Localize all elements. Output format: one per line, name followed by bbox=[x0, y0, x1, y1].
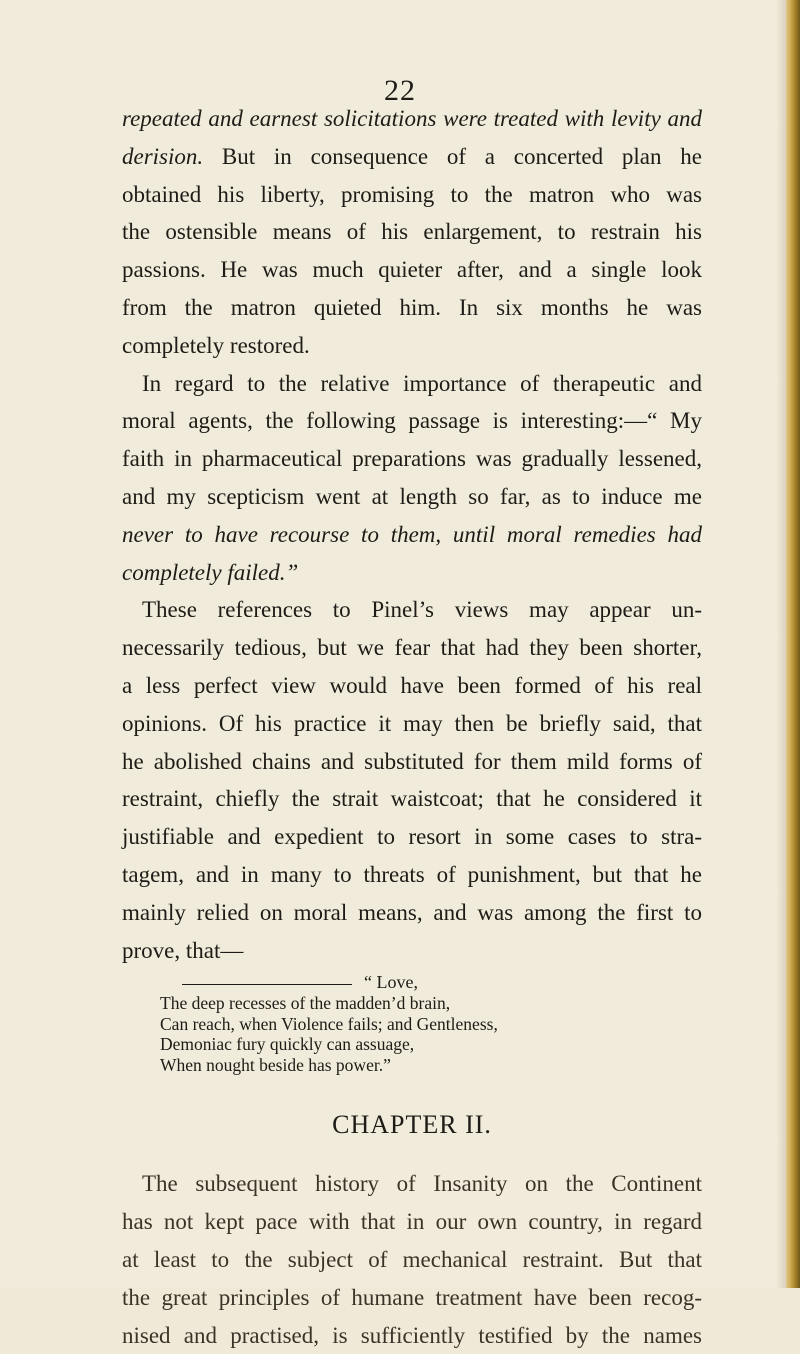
text-line: obtained his liberty, promising to the matron who was bbox=[122, 181, 702, 207]
text-line: moral agents, the following passage is interesting:—“ My bbox=[122, 408, 702, 434]
chapter-heading: CHAPTER II. bbox=[332, 1110, 492, 1140]
text-line: justifiable and expedient to resort in some cases to stra- bbox=[122, 824, 702, 850]
verse-line: Can reach, when Violence fails; and Gentleness, bbox=[160, 1013, 498, 1034]
text-line: opinions. Of his practice it may then be briefly said, that bbox=[122, 710, 702, 736]
text-line: necessarily tedious, but we fear that had they been shorter, bbox=[122, 635, 702, 661]
text-fragment: But in consequence of a concerted plan he bbox=[203, 143, 702, 169]
text-line: In regard to the relative importance of therapeutic and bbox=[142, 370, 702, 396]
paragraph-3 bbox=[122, 591, 702, 969]
text-fragment-italic: derision. bbox=[122, 143, 204, 169]
text-line: he abolished chains and substituted for them mild forms of bbox=[122, 748, 702, 774]
verse-first-line bbox=[122, 971, 702, 993]
text-line: the ostensible means of his enlargement, to restrain his bbox=[122, 219, 702, 245]
verse-quotation bbox=[122, 971, 702, 1075]
paragraph-2 bbox=[122, 365, 702, 592]
text-line: never to have recourse to them, until moral remedies had bbox=[122, 521, 702, 547]
text-line: passions. He was much quieter after, and a single look bbox=[122, 257, 702, 283]
text-line bbox=[122, 138, 702, 176]
text-line: from the matron quieted him. In six months he was bbox=[122, 294, 702, 320]
paragraph-1 bbox=[122, 100, 702, 365]
text-line: has not kept pace with that in our own country, in regard bbox=[122, 1209, 702, 1235]
text-line: completely restored. bbox=[122, 332, 310, 358]
text-line: repeated and earnest solicitations were treated with levity and bbox=[122, 106, 702, 131]
text-line: restraint, chiefly the strait waistcoat; that he considered it bbox=[122, 786, 702, 812]
verse-text: “ Love, bbox=[364, 972, 418, 993]
text-line: mainly relied on moral means, and was among the first to bbox=[122, 899, 702, 925]
text-line: a less perfect view would have been formed of his real bbox=[122, 672, 702, 698]
text-line: These references to Pinel’s views may appear un- bbox=[142, 597, 702, 623]
verse-rule bbox=[182, 984, 352, 985]
verse-line: Demoniac fury quickly can assuage, bbox=[160, 1034, 415, 1055]
text-line: nised and practised, is sufficiently testified by the names bbox=[122, 1322, 702, 1348]
paragraph-4 bbox=[122, 1165, 702, 1354]
page-number: 22 bbox=[384, 74, 416, 107]
text-line: faith in pharmaceutical preparations was gradually lessened, bbox=[122, 446, 702, 472]
text-line: tagem, and in many to threats of punishment, but that he bbox=[122, 861, 702, 887]
text-line: and my scepticism went at length so far, as to induce me bbox=[122, 483, 702, 509]
page-edge-shadow bbox=[776, 0, 786, 1288]
gilt-page-edge bbox=[786, 0, 800, 1288]
text-line: the great principles of humane treatment have been recog- bbox=[122, 1284, 702, 1310]
body-text bbox=[122, 100, 702, 1354]
text-line: completely failed.” bbox=[122, 559, 299, 585]
text-line: The subsequent history of Insanity on the Continent bbox=[142, 1171, 702, 1197]
text-line: at least to the subject of mechanical restraint. But that bbox=[122, 1246, 702, 1272]
verse-line: When nought beside has power.” bbox=[160, 1054, 391, 1075]
verse-line: The deep recesses of the madden’d brain, bbox=[160, 993, 451, 1014]
text-line: prove, that— bbox=[122, 937, 244, 963]
